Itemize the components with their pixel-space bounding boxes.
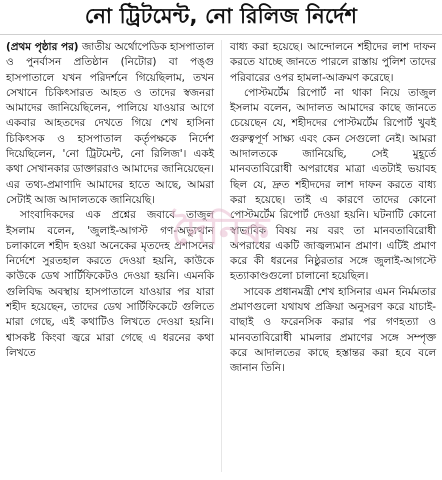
article-paragraph: বাধ্য করা হয়েছে। আন্দোলনে শহীদের লাশ দাফন করতে যাচ্ছে জানতে পারলে রাস্তায় পুলিশ তাদের পরিবারের ওপর হামলা-আক্রমণ করেছে। <box>230 41 436 84</box>
continuation-label: (প্রথম পৃষ্ঠার পর) <box>6 41 79 53</box>
headline: নো ট্রিটমেন্ট, নো রিলিজ নির্দেশ <box>0 0 442 35</box>
article-paragraph: পোস্টমর্টেম রিপোর্ট না থাকা নিয়ে তাজুল ইসলাম বলেন, আদালত আমাদের কাছে জানতে চেয়েছেন যে, শহীদদের পোস্টমর্টেম রিপোর্ট খুবই গুরুত্বপূর্ণ সাক্ষ্য এবং কেন সেগুলো নেই। আমরা আদালতকে জানিয়েছি, সেই মুহূর্তে মানবতাবিরোধী অপরাধের মাত্রা এতটাই ভয়াবহ ছিল যে, দ্রুত শহীদদের লাশ দাফন করতে বাধ্য করা হয়েছে। তাই এ কারণে তাদের কোনো পোস্টমর্টেম রিপোর্ট দেওয়া হয়নি। ঘটনাটি কোনো স্বাভাবিক বিষয় নয় বরং তা মানবতাবিরোধী অপরাধের একটি জাজ্বল্যমান প্রমাণ। এটিই প্রমাণ করে কী ধরনের নিষ্ঠুরতার সঙ্গে জুলাই-আগস্টে হত্যাকাণ্ডগুলো চালানো হয়েছিল। <box>230 86 436 283</box>
article-paragraph: সাবেক প্রধানমন্ত্রী শেখ হাসিনার এমন নির্মমতার প্রমাণগুলো যথাযথ প্রক্রিয়া অনুসরণ করে যাচাই-বাছাই ও ফরেনসিক করার পর গণহত্যা ও মানবতাবিরোধী মামলার প্রমাণের সঙ্গে সম্পৃক্ত করে আদালতের কাছে হস্তান্তর করা হবে বলে জানান তিনি। <box>230 285 436 375</box>
article-paragraph: সাংবাদিকদের এক প্রশ্নের জবাবে তাজুল ইসলাম বলেন, 'জুলাই-আগস্ট গণ-অভ্যুত্থান চলাকালে শহীদ হওয়া অনেকের মৃতদেহ প্রশাসনের নির্দেশে সুরতহাল করতে দেওয়া হয়নি, কাউকে কাউকে ডেথ সার্টিফিকেটও দেওয়া হয়নি। এমনকি গুলিবিদ্ধ অবস্থায় হাসপাতালে যাওয়ার পর যারা শহীদ হয়েছেন, তাদের ডেথ সার্টিফিকেটে গুলিতে মারা গেছে, এই কথাটিও লিখতে দেওয়া হয়নি। শ্বাসকষ্ট কিংবা জ্বরে মারা গেছে এ ধরনের কথা লিখতে <box>6 209 214 359</box>
watermark: দৈনিক <box>171 209 271 253</box>
column-divider <box>221 40 222 472</box>
right-column <box>230 40 436 377</box>
paragraph-text: জাতীয় অর্থোপেডিক হাসপাতাল ও পুনর্বাসন প্রতিষ্ঠান (নিটোর) বা পঙ্গু হাসপাতালে যখন পরিদর্শনে গিয়েছিলাম, তখন সেখানে চিকিৎসারত আহত ও তাদের স্বজনরা আমাদের জানিয়েছিলেন, পালিয়ে যাওয়ার আগে একবার আহতদের দেখতে গিয়ে শেখ হাসিনা চিকিৎসক ও হাসপাতাল কর্তৃপক্ষকে নির্দেশ দিয়েছিলেন, 'নো ট্রিটমেন্ট, নো রিলিজ'। একই কথা সেখানকার ডাক্তাররাও আমাদের জানিয়েছেন। এর তথ্য-প্রমাণাদি আমাদের হাতে আছে, আমরা সেটাই আজ আদালতকে জানিয়েছি। <box>6 41 214 206</box>
article-paragraph <box>6 40 214 208</box>
left-column <box>6 40 214 361</box>
